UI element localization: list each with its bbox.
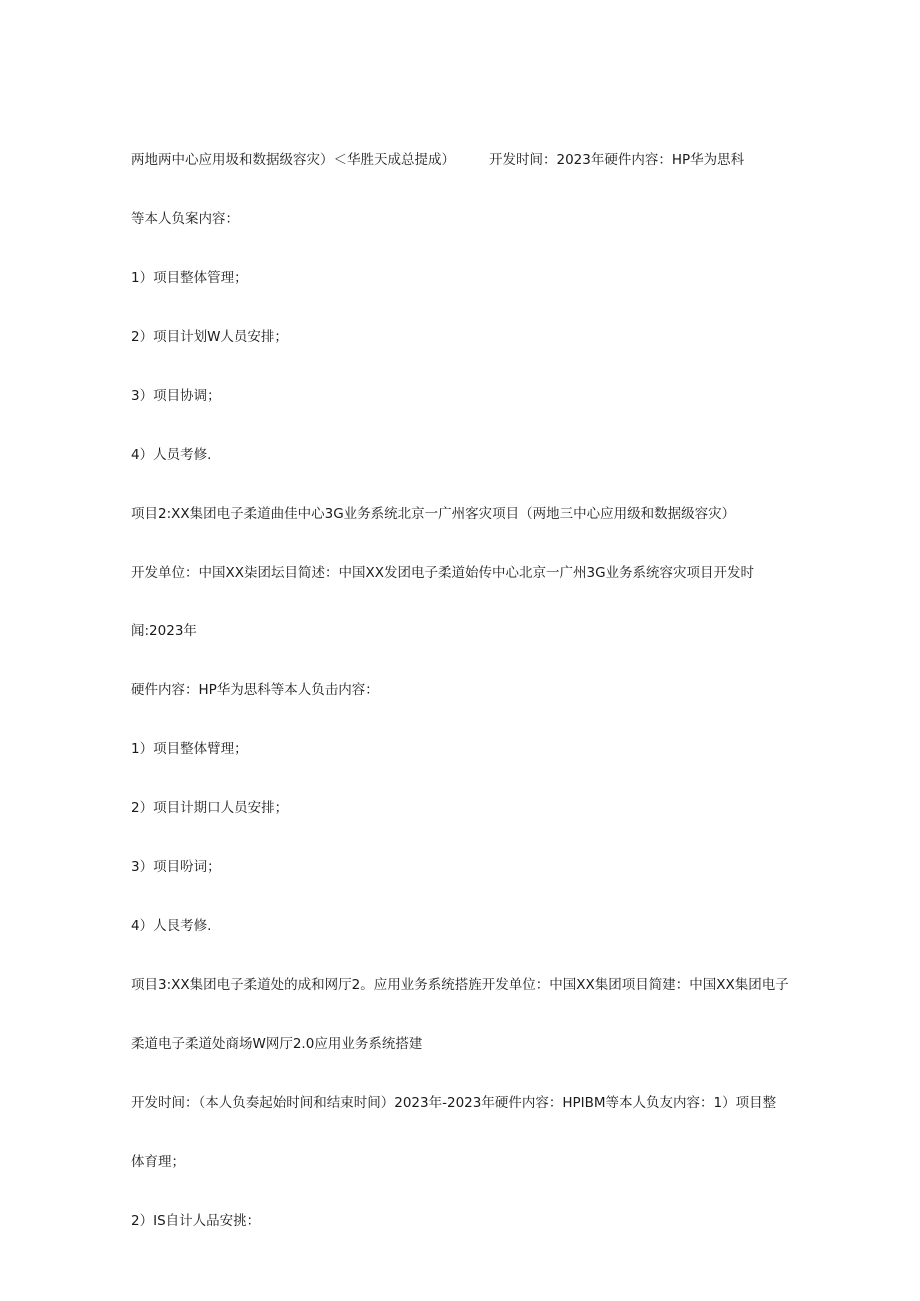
text-line-10: 硬件内容：HP华为思科等本人负击内容： bbox=[131, 682, 379, 698]
text-segment-1a: 两地两中心应用圾和数据级容灾）＜华胜天成总提成） bbox=[131, 152, 455, 168]
text-line-7: 项目2:XX集团电子柔道曲佳中心3G业务系统北京一广州客灾项目（两地三中心应用级和数据级容灾） bbox=[131, 506, 736, 522]
text-line-9: 闻:2023年 bbox=[131, 623, 197, 639]
text-line-3: 1）项目整体管理； bbox=[131, 270, 248, 286]
text-line-18: 体育理； bbox=[131, 1154, 185, 1170]
text-line-16: 柔道电子柔道处商场W网厅2.0应用业务系统搭建 bbox=[131, 1036, 423, 1052]
text-line-2: 等本人负案内容： bbox=[131, 211, 239, 227]
text-line-13: 3）项目吩词； bbox=[131, 859, 221, 875]
text-line-5: 3）项目协调； bbox=[131, 388, 221, 404]
text-segment-1b: 开发时间：2023年硬件内容：HP华为思科 bbox=[489, 152, 745, 168]
text-line-17: 开发时间：（本人负奏起始时间和结束时间）2023年-2023年硬件内容：HPIBM等本人负友内容：1）项目整 bbox=[131, 1095, 777, 1111]
text-line-14: 4）人艮考修. bbox=[131, 918, 212, 934]
text-line-1 bbox=[131, 151, 744, 169]
text-line-4: 2）项目计划W人员安排； bbox=[131, 329, 288, 345]
text-line-11: 1）项目整体臂理； bbox=[131, 741, 248, 757]
text-line-12: 2）项目计期口人员安排； bbox=[131, 800, 289, 816]
text-line-19: 2）IS自计人品安挑： bbox=[131, 1213, 261, 1229]
text-line-6: 4）人员考修. bbox=[131, 447, 212, 463]
text-line-8: 开发单位：中国XX柒团坛目简述：中国XX发团电子柔道始传中心北京一广州3G业务系统容灾项目开发时 bbox=[131, 565, 755, 581]
text-line-15: 项目3:XX集团电子柔道处的成和网厅2。应用业务系统搭旌开发单位：中国XX集团项目简建：中国XX集团电子 bbox=[131, 977, 789, 993]
